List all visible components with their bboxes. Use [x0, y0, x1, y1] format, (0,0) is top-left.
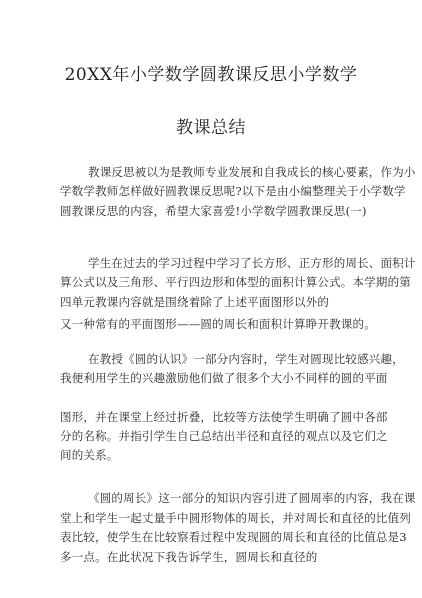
- paragraph-line: 多一点。在此状况下我告诉学生，圆周长和直径的: [60, 550, 318, 564]
- paragraph-line: 学数学教师怎样做好圆教课反思呢?以下是由小编整理关于小学数学: [60, 184, 406, 198]
- paragraph-line: 又一种常有的平面图形——圆的周长和面积计算睁开教课的。: [60, 317, 376, 331]
- paragraph-line: 四单元教课内容就是围绕着除了上述平面图形以外的: [60, 295, 330, 309]
- document-title-line-2: 教课总结: [176, 118, 246, 138]
- paragraph-line: 表比较，使学生在比较察看过程中发现圆的周长和直径的比值总是3: [60, 530, 407, 544]
- paragraph-line: 学生在过去的学习过程中学习了长方形、正方形的周长、面积计: [88, 256, 416, 270]
- paragraph-line: 间的关系。: [60, 448, 119, 462]
- paragraph-line: 教课反思被以为是教师专业发展和自我成长的核心要素，作为小: [88, 165, 416, 179]
- paragraph-line: 图形，并在课堂上经过折叠，比较等方法使学生明确了圆中各部: [60, 410, 388, 424]
- paragraph-line: 圆教课反思的内容，希望大家喜爱!小学数学圆教课反思(一): [60, 204, 367, 218]
- paragraph-line: 《圆的周长》这一部分的知识内容引进了圆周率的内容，我在课: [88, 491, 416, 505]
- paragraph-line: 堂上和学生一起丈量手中圆形物体的周长，并对周长和直径的比值列: [60, 511, 411, 525]
- document-title-line-1: 20XX年小学数学圆教课反思小学数学: [64, 65, 358, 85]
- paragraph-line: 分的名称。并指引学生自己总结出半径和直径的观点以及它们之: [60, 429, 388, 443]
- paragraph-line: 算公式以及三角形、平行四边形和体型的面积计算公式。本学期的第: [60, 275, 411, 289]
- paragraph-line: 我便利用学生的兴趣激励他们做了很多个大小不同样的圆的平面: [60, 371, 388, 385]
- paragraph-line: 在教授《圆的认识》一部分内容时，学生对圆现比较感兴趣，: [88, 352, 404, 366]
